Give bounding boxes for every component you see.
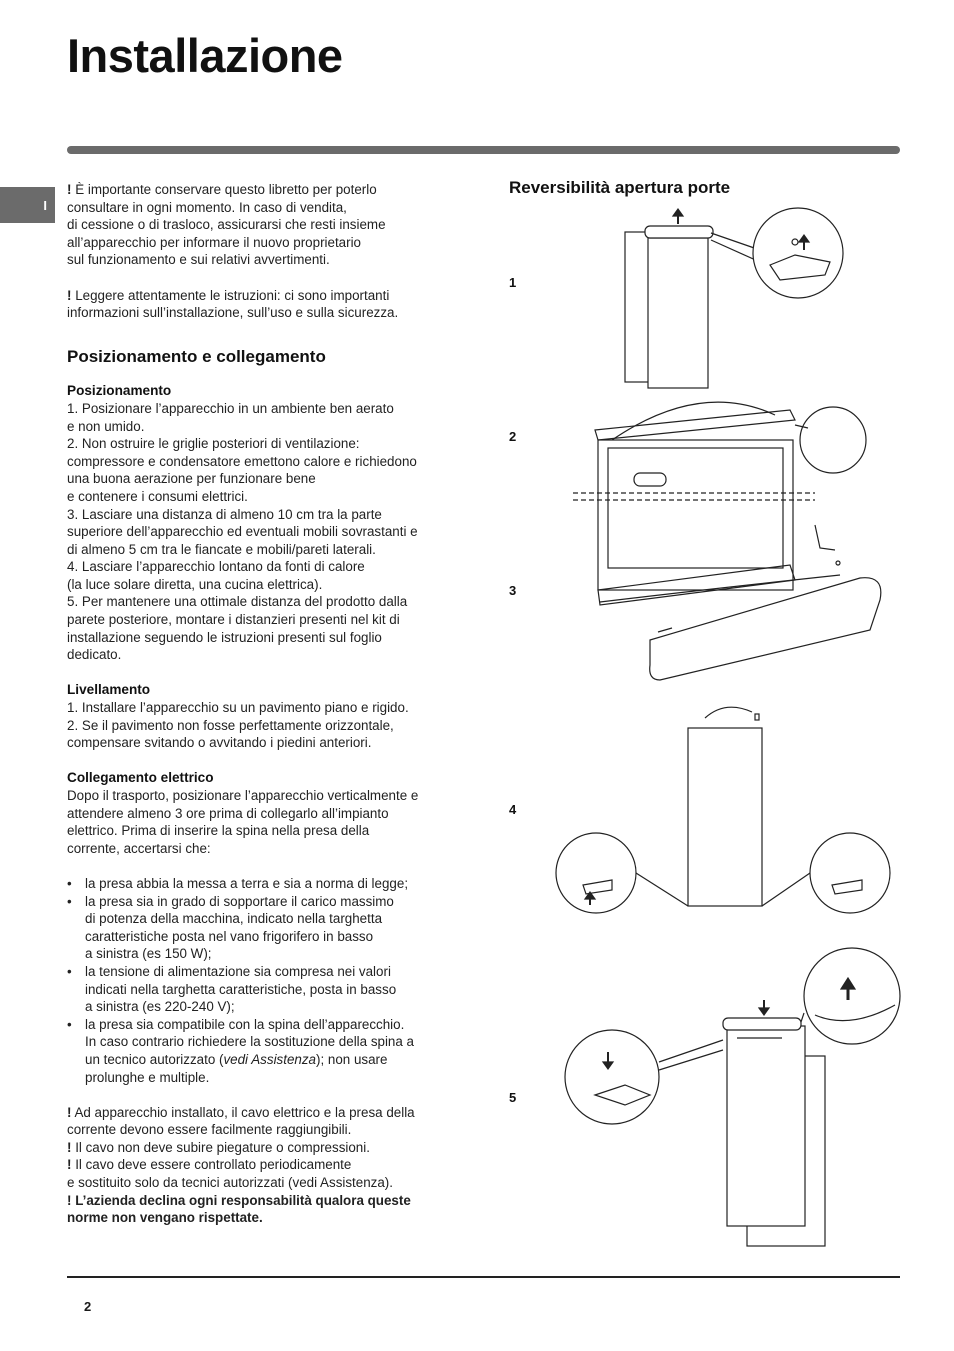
language-tab: I: [0, 187, 55, 223]
warning-2: ! Il cavo non deve subire piegature o compressioni.: [67, 1139, 370, 1155]
step-1-illustration: [625, 208, 843, 388]
step-4-illustration: [556, 707, 890, 913]
step-number-5: 5: [509, 1090, 517, 1105]
list-item: • la tensione di alimentazione sia compresa nei valori indicati nella targhetta caratteristiche, posta in basso a sinistra (es 220-240 V);: [67, 963, 467, 1016]
step-number-1: 1: [509, 275, 517, 290]
electrical-text: Dopo il trasporto, posizionare l’apparecchio verticalmente e attendere almeno 3 ore prima di collegarlo all’impianto elettrico. Prima di inserire la spina nella presa della corrente, accertarsi che:: [67, 788, 419, 856]
footer-rule: [67, 1276, 900, 1278]
warning-mark: !: [67, 182, 72, 197]
intro-paragraph-1: ! È importante conservare questo libretto per poterlo consultare in ogni momento. In caso di vendita, di cessione o di trasloco, assicurarsi che resti insieme all’apparecchio per informare il nuovo proprietario sul funzionamento e sui relativi avvertimenti.: [67, 182, 386, 268]
list-item: • la presa sia compatibile con la spina dell’apparecchio. In caso contrario richiedere la sostituzione della spina a un tecnico autorizzato (vedi Assistenza); non usare prolunghe e multiple.: [67, 1016, 467, 1086]
electrical-checklist: [67, 875, 467, 1086]
electrical-heading: Collegamento elettrico: [67, 770, 214, 786]
levelling-text: 1. Installare l’apparecchio su un pavimento piano e rigido. 2. Se il pavimento non fosse perfettamente orizzontale, compensare svitando o avvitando i piedini anteriori.: [67, 700, 409, 751]
positioning-heading: Posizionamento: [67, 383, 172, 399]
page-title: Installazione: [67, 29, 343, 82]
step-5-illustration: [565, 948, 900, 1246]
step-number-4: 4: [509, 802, 517, 817]
list-item: • la presa sia in grado di sopportare il carico massimo di potenza della macchina, indicato nella targhetta caratteristiche posta nel vano frigorifero in basso a sinistra (es 150 W);: [67, 893, 467, 963]
step-number-3: 3: [509, 583, 517, 598]
header-rule: [67, 146, 900, 154]
warning-1: ! Ad apparecchio installato, il cavo elettrico e la presa della corrente devono essere facilmente raggiungibili.: [67, 1104, 415, 1138]
step-number-2: 2: [509, 429, 517, 444]
step-2-3-illustration: [573, 402, 881, 680]
list-item: • la presa abbia la messa a terra e sia a norma di legge;: [67, 875, 467, 893]
reversibility-title: Reversibilità apertura porte: [509, 178, 731, 197]
door-reversal-illustration: [540, 200, 920, 1260]
intro-paragraph-2: ! Leggere attentamente le istruzioni: ci sono importanti informazioni sull’installazione, sull’uso e sulla sicurezza.: [67, 287, 399, 321]
page-number: 2: [84, 1299, 92, 1314]
warning-3: ! Il cavo deve essere controllato periodicamente e sostituito solo da tecnici autorizzati (vedi Assistenza).: [67, 1157, 393, 1191]
positioning-text: 1. Posizionare l’apparecchio in un ambiente ben aerato e non umido. 2. Non ostruire le griglie posteriori di ventilazione: compressore e condensatore emettono calore e richiedono una buona aerazione per funzionare bene e contenere i consumi elettrici. 3. Lasciare una distanza di almeno 10 cm tra la parte superiore dell’apparecchio ed eventuali mobili sovrastanti e di almeno 5 cm tra le fiancate e mobili/pareti laterali. 4. Lasciare l’apparecchio lontano da fonti di calore (la luce solare diretta, una cucina elettrica). 5. Per mantenere una ottimale distanza del prodotto dalla parete posteriore, montare i distanzieri presenti nel kit di installazione seguendo le istruzioni presenti sul foglio dedicato.: [67, 400, 418, 663]
left-column: [67, 181, 467, 1227]
warning-4: ! L’azienda declina ogni responsabilità qualora queste norme non vengano rispettate.: [67, 1192, 411, 1226]
section-title: Posizionamento e collegamento: [67, 346, 326, 366]
warning-mark: !: [67, 287, 72, 303]
levelling-heading: Livellamento: [67, 682, 151, 698]
